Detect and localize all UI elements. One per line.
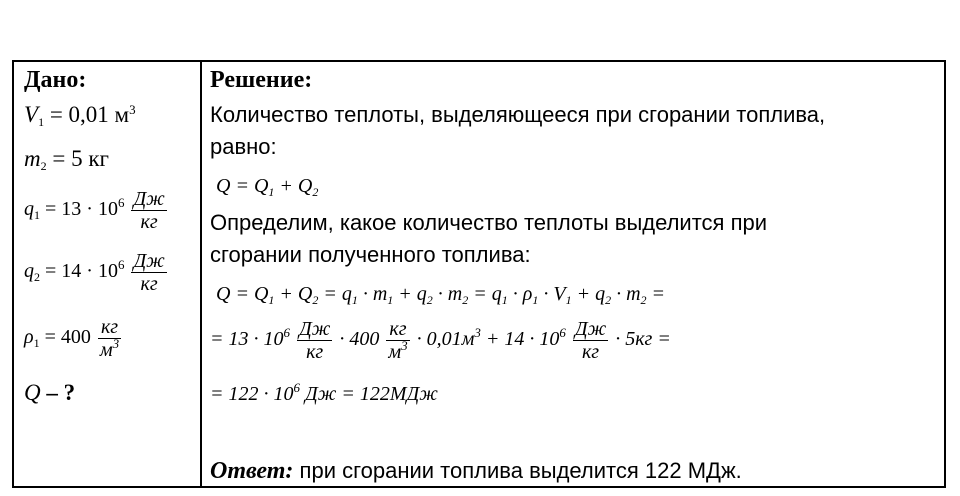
equation-4: = $122 \cdot 10^6$ Дж = 122МДж (210, 380, 438, 405)
given-title: Дано: (24, 67, 87, 93)
solution-text-1a: Количество теплоты, выделяющееся при сгорании топлива, (210, 102, 826, 127)
answer-label: Ответ: (210, 458, 294, 484)
given-m2: $m_2 = 5$ кг (24, 146, 109, 173)
answer-text: при сгорании топлива выделится 122 МДж. (293, 458, 742, 483)
given-q1: $q_1 = 13 \cdot 10^6$ $\frac{Дж}{кг}$ (24, 188, 165, 233)
solution-text-2b: сгорании полученного топлива: (210, 242, 531, 267)
given-q2: $q_2 = 14 \cdot 10^6$ $\frac{Дж}{кг}$ (24, 250, 165, 295)
solution-text-2a: Определим, какое количество теплоты выделится при (210, 210, 768, 235)
answer-line (210, 458, 742, 484)
given-v1: $V_1 = 0,01$ $м^3$ (24, 102, 136, 129)
given-rho1: $\rho_1 = 400$ $\frac{кг}{м^3}$ (24, 316, 120, 361)
equation-3: = $13 \cdot 10^6$ $\frac{Дж}{кг}$ · 400 $\frac{кг}{м^3}$ · $0,01м^3 + 14 \cdot 10^6$ $\frac{Дж}{кг}$ · 5кг = (210, 318, 671, 363)
solution-column (202, 62, 944, 486)
solution-text-1b: равно: (210, 134, 277, 159)
solution-table (12, 60, 946, 488)
equation-2: $Q = Q_1 + Q_2 = q_1 \cdot m_1 + q_2 \cdot m_2 = q_1 \cdot \rho_1 \cdot V_1 + q_2 \cdot m_2$ = (216, 283, 666, 307)
given-find: Q – ? (24, 380, 76, 405)
equation-1: $Q = Q_1 + Q_2$ (216, 175, 319, 199)
solution-title: Решение: (210, 67, 313, 93)
given-column (14, 62, 200, 486)
